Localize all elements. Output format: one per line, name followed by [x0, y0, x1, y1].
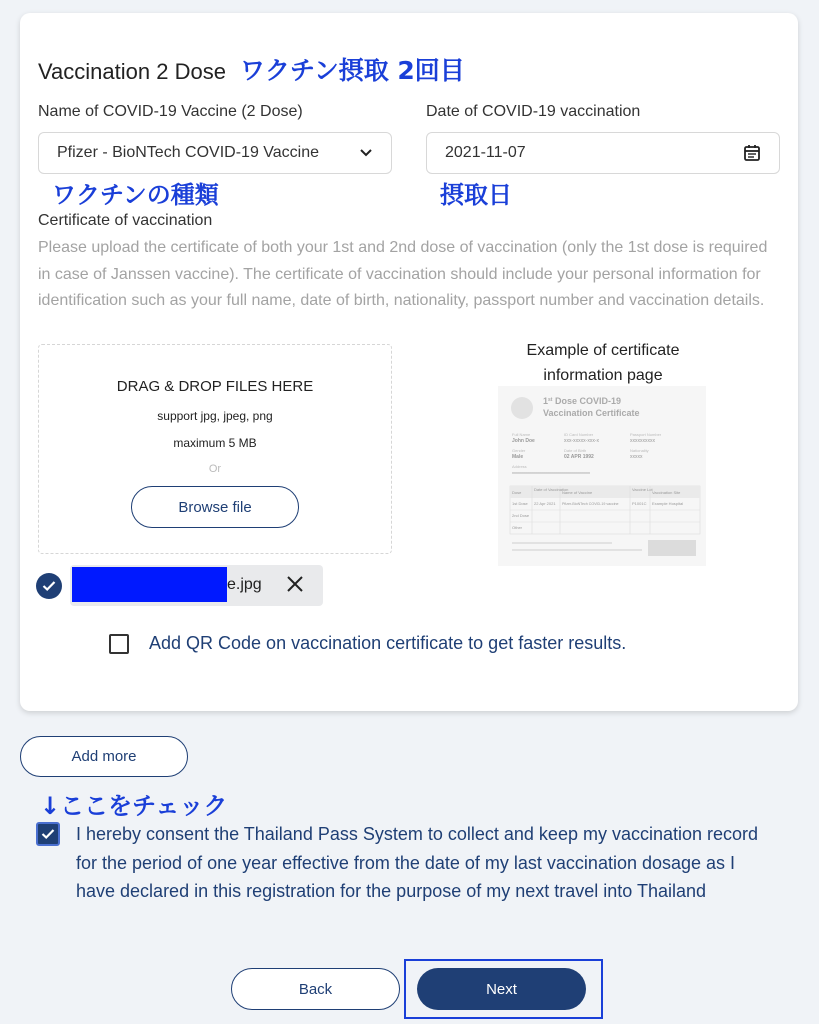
svg-text:Full Name: Full Name	[512, 432, 531, 437]
certificate-title: Certificate of vaccination	[38, 212, 213, 229]
section-title-annotation: ワクチン摂取 2回目	[239, 56, 465, 85]
svg-text:02 APR 1992: 02 APR 1992	[564, 454, 594, 460]
redacted-filename	[72, 567, 227, 602]
svg-text:ID Card Number: ID Card Number	[564, 432, 594, 437]
qr-code-label: Add QR Code on vaccination certificate to get faster results.	[149, 633, 627, 653]
svg-text:Example Hospital: Example Hospital	[652, 501, 684, 506]
vaccination-date-input[interactable]	[426, 132, 780, 174]
svg-text:Other: Other	[512, 525, 523, 530]
svg-text:Date of Birth: Date of Birth	[564, 448, 587, 453]
vaccination-date-value: 2021-11-07	[445, 144, 526, 161]
close-icon	[286, 575, 304, 593]
example-certificate-image	[498, 386, 706, 566]
svg-text:P1001C: P1001C	[632, 501, 647, 506]
svg-text:Address: Address	[512, 464, 527, 469]
vaccination-date-label: Date of COVID-19 vaccination	[426, 103, 641, 120]
section-title: Vaccination 2 Dose	[38, 59, 226, 84]
consent-text: I hereby consent the Thailand Pass System to collect and keep my vaccination record for the period of one year effective from the date of my last vaccination dosage as I have declared in this registration for the purpose of my next travel into Thailand	[76, 824, 759, 901]
svg-text:Vaccination Site: Vaccination Site	[652, 490, 681, 495]
browse-file-button[interactable]: Browse file	[131, 486, 299, 528]
svg-text:John Doe: John Doe	[512, 438, 535, 444]
dropzone-title: DRAG & DROP FILES HERE	[116, 378, 314, 395]
vaccine-type-annotation: ワクチンの種類	[52, 181, 219, 209]
dropzone-or: Or	[208, 463, 222, 475]
back-button[interactable]: Back	[231, 968, 400, 1010]
next-button[interactable]: Next	[417, 968, 586, 1010]
svg-text:Dose: Dose	[512, 490, 522, 495]
qr-code-checkbox[interactable]	[109, 634, 129, 654]
uploaded-file-name: e.jpg	[227, 576, 262, 593]
remove-file-button[interactable]	[280, 570, 310, 600]
svg-text:Gender: Gender	[512, 448, 526, 453]
example-certificate-title: Example of certificate information page	[526, 342, 680, 384]
vaccination-card	[20, 13, 798, 711]
svg-text:xxxxx: xxxxx	[630, 454, 643, 460]
svg-text:Vaccine Lot: Vaccine Lot	[632, 487, 653, 492]
upload-success-check-icon	[36, 573, 62, 599]
chevron-down-icon	[359, 148, 373, 158]
svg-text:1st Dose: 1st Dose	[512, 501, 528, 506]
svg-text:xxxxxxxxxxxxxxxxxxxxxxxxxxxxxx: xxxxxxxxxxxxxxxxxxxxxxxxxxxxxxxxxxxxxxx	[512, 470, 590, 475]
checkmark-icon	[41, 828, 55, 840]
consent-checkbox[interactable]	[36, 822, 60, 846]
file-dropzone[interactable]	[38, 344, 392, 554]
check-here-annotation: ↓ここをチェック	[40, 792, 228, 820]
dropzone-support-text: support jpg, jpeg, png	[157, 409, 273, 423]
vaccine-name-value: Pfizer - BioNTech COVID-19 Vaccine	[57, 144, 320, 161]
svg-text:Date of Vaccination: Date of Vaccination	[534, 487, 569, 492]
svg-text:2nd Dose: 2nd Dose	[512, 513, 530, 518]
add-more-button[interactable]: Add more	[20, 736, 188, 777]
svg-text:1st Dose COVID-19: 1st Dose COVID-19	[543, 396, 621, 406]
svg-text:Vaccination Certificate: Vaccination Certificate	[543, 408, 640, 418]
svg-text:xxx-xxxxx-xxx-x: xxx-xxxxx-xxx-x	[564, 438, 599, 444]
date-annotation: 摂取日	[440, 181, 512, 209]
vaccine-name-select[interactable]	[38, 132, 392, 174]
svg-text:Passport Number: Passport Number	[630, 432, 662, 437]
svg-text:22 Apr 2021: 22 Apr 2021	[534, 501, 556, 506]
uploaded-file-chip	[70, 565, 323, 606]
svg-text:Nationality: Nationality	[630, 448, 649, 453]
svg-text:Male: Male	[512, 454, 524, 460]
section-header	[38, 51, 465, 87]
vaccine-name-label: Name of COVID-19 Vaccine (2 Dose)	[38, 103, 303, 120]
svg-text:Pfizer-BioNTech COVID-19 vacci: Pfizer-BioNTech COVID-19 vaccine	[562, 502, 619, 506]
certificate-description: Please upload the certificate of both your 1st and 2nd dose of vaccination (only the 1st dose is required in case of Janssen vaccine). The certificate of vaccination should include your personal information for identification such as your full name, date of birth, nationality, passport number and vaccination details.	[38, 239, 768, 309]
svg-text:xxxxxxxxxx: xxxxxxxxxx	[630, 438, 655, 444]
qr-code-option[interactable]	[109, 633, 626, 654]
svg-text:Name of Vaccine: Name of Vaccine	[562, 490, 593, 495]
dropzone-max-size: maximum 5 MB	[173, 436, 257, 450]
calendar-icon[interactable]	[743, 144, 761, 162]
